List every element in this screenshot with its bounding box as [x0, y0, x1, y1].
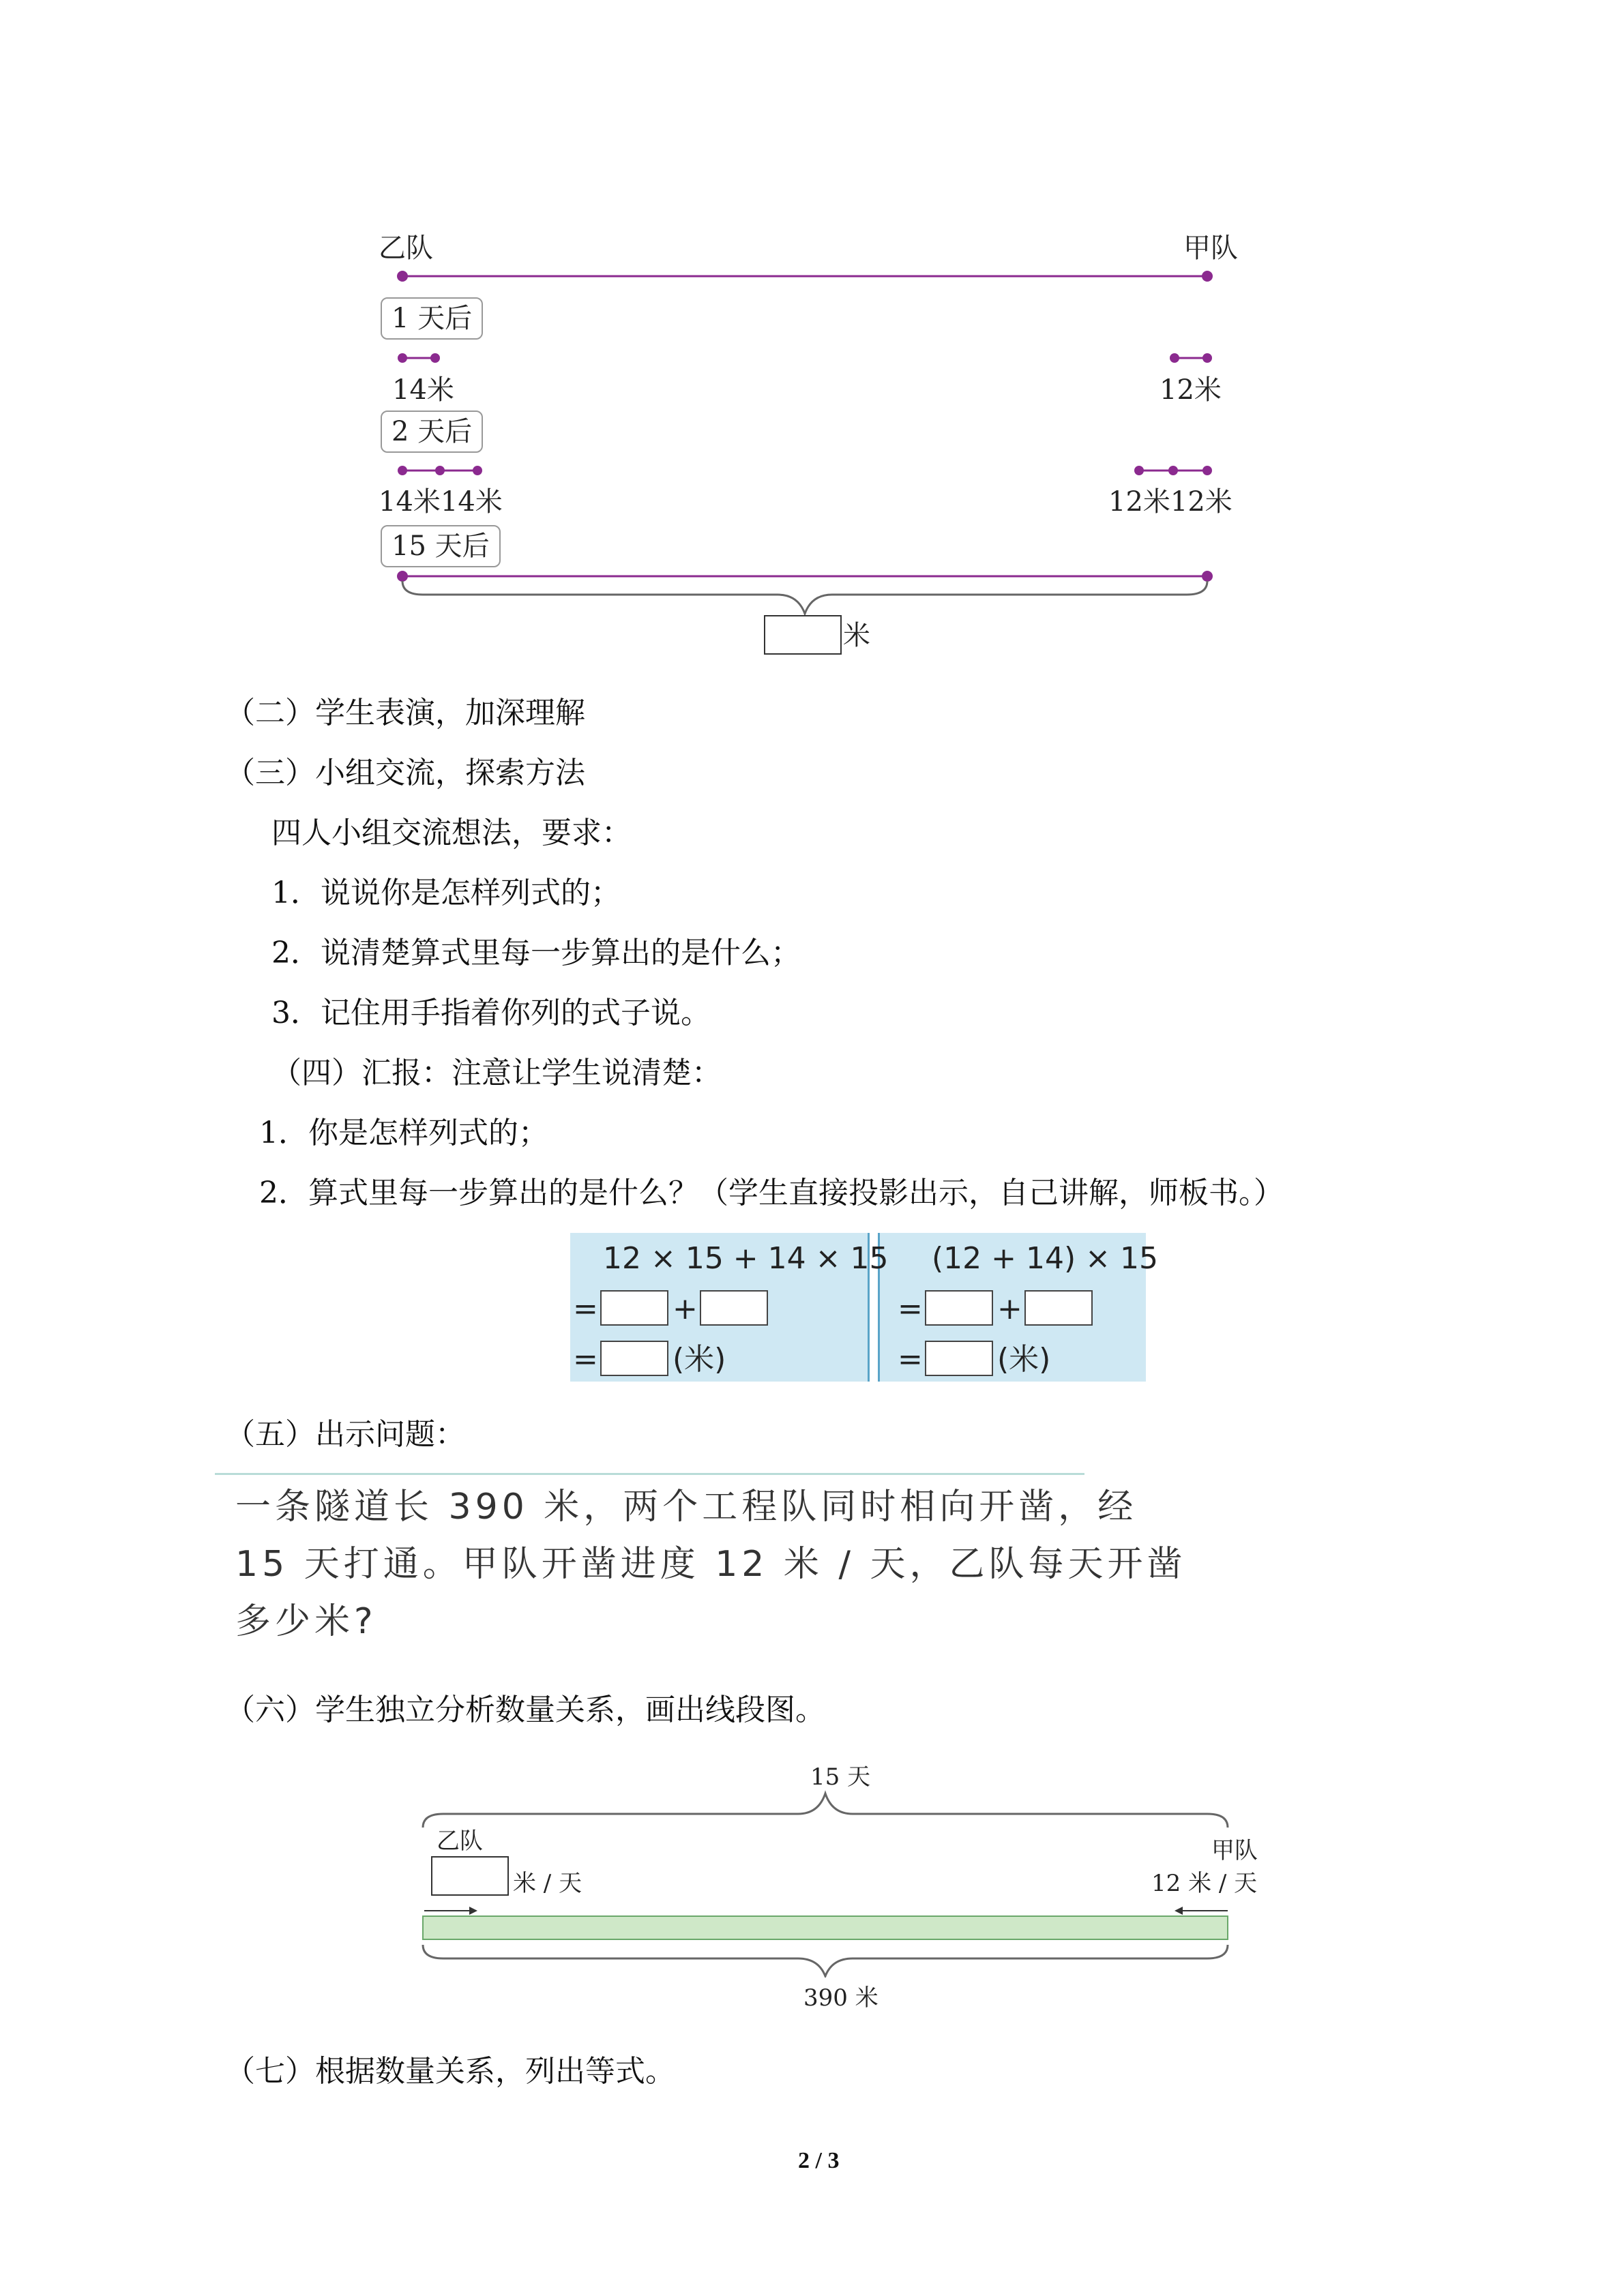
problem-line-2: 15 天打通。甲队开凿进度 12 米 / 天，乙队每天开凿 [235, 1544, 1187, 1585]
right-box-1 [925, 1290, 993, 1326]
right-unit: (米) [997, 1342, 1051, 1377]
section-4-item-2: 2．算式里每一步算出的是什么？（学生直接投影出示，自己讲解，师板书。） [259, 1176, 1284, 1210]
right-team-label-2: 甲队 [1211, 1837, 1258, 1864]
section-2-heading: （二）学生表演，加深理解 [225, 696, 585, 730]
total-answer-box [764, 615, 842, 655]
left-eq-1: = [573, 1292, 598, 1326]
left-team-label-2: 乙队 [437, 1828, 483, 1855]
right-end-dot [1202, 271, 1213, 282]
right-box-2 [1024, 1290, 1093, 1326]
left-speed-unit: 米 / 天 [513, 1870, 582, 1897]
right-eq-2: = [898, 1342, 923, 1377]
section-6-heading: （六）学生独立分析数量关系，画出线段图。 [225, 1693, 825, 1727]
formula-panel [570, 1233, 1158, 1382]
total-brace [402, 581, 1207, 614]
right-team-label: 甲队 [1183, 233, 1238, 264]
left-eq-2: = [573, 1342, 598, 1377]
section-4-item-1: 1．你是怎样列式的； [259, 1116, 548, 1150]
right-plus: + [997, 1292, 1022, 1326]
meeting-diagram-lines [368, 259, 1241, 655]
section-3-item-3: 3．记住用手指着你列的式子说。 [271, 996, 711, 1030]
day2-right-distance: 12米12米 [1108, 486, 1232, 518]
days-label: 15 天 [810, 1763, 871, 1791]
right-box-result [925, 1341, 993, 1376]
day2-left-distance: 14米14米 [379, 486, 503, 518]
right-eq-1: = [898, 1292, 923, 1326]
left-box-result [600, 1341, 668, 1376]
day1-right-distance: 12米 [1160, 374, 1222, 406]
section-3-heading: （三）小组交流，探索方法 [225, 756, 585, 790]
left-unit: (米) [673, 1342, 726, 1377]
tunnel-bar [423, 1916, 1228, 1939]
right-expression: (12 + 14) × 15 [932, 1241, 1158, 1276]
section-7-heading: （七）根据数量关系，列出等式。 [225, 2054, 675, 2089]
section-4-heading: （四）汇报：注意让学生说清楚： [271, 1056, 722, 1090]
total-unit: 米 [843, 620, 870, 651]
left-team-label: 乙队 [379, 233, 433, 264]
left-plus: + [673, 1292, 698, 1326]
left-speed-box [431, 1856, 509, 1896]
left-box-1 [600, 1290, 668, 1326]
total-length-label: 390 米 [803, 1984, 879, 2012]
left-expression: 12 × 15 + 14 × 15 [603, 1241, 889, 1276]
page-number: 2 / 3 [798, 2148, 840, 2173]
section-3-item-1: 1．说说你是怎样列式的； [271, 876, 621, 910]
length-brace [423, 1945, 1228, 1976]
problem-line-1: 一条隧道长 390 米，两个工程队同时相向开凿，经 [235, 1487, 1138, 1527]
problem-top-rule [215, 1473, 1084, 1475]
section-3-intro: 四人小组交流想法，要求： [271, 816, 632, 850]
section-5-heading: （五）出示问题： [225, 1417, 465, 1452]
day1-label: 1 天后 [381, 297, 483, 340]
day1-left-distance: 14米 [392, 374, 454, 406]
day15-label: 15 天后 [381, 525, 501, 567]
problem-line-3: 多少米? [235, 1601, 377, 1642]
right-speed: 12 米 / 天 [1151, 1870, 1258, 1897]
left-end-dot [397, 271, 408, 282]
left-box-2 [700, 1290, 768, 1326]
section-3-item-2: 2．说清楚算式里每一步算出的是什么； [271, 936, 801, 970]
days-brace [423, 1793, 1228, 1828]
day2-label: 2 天后 [381, 411, 483, 453]
